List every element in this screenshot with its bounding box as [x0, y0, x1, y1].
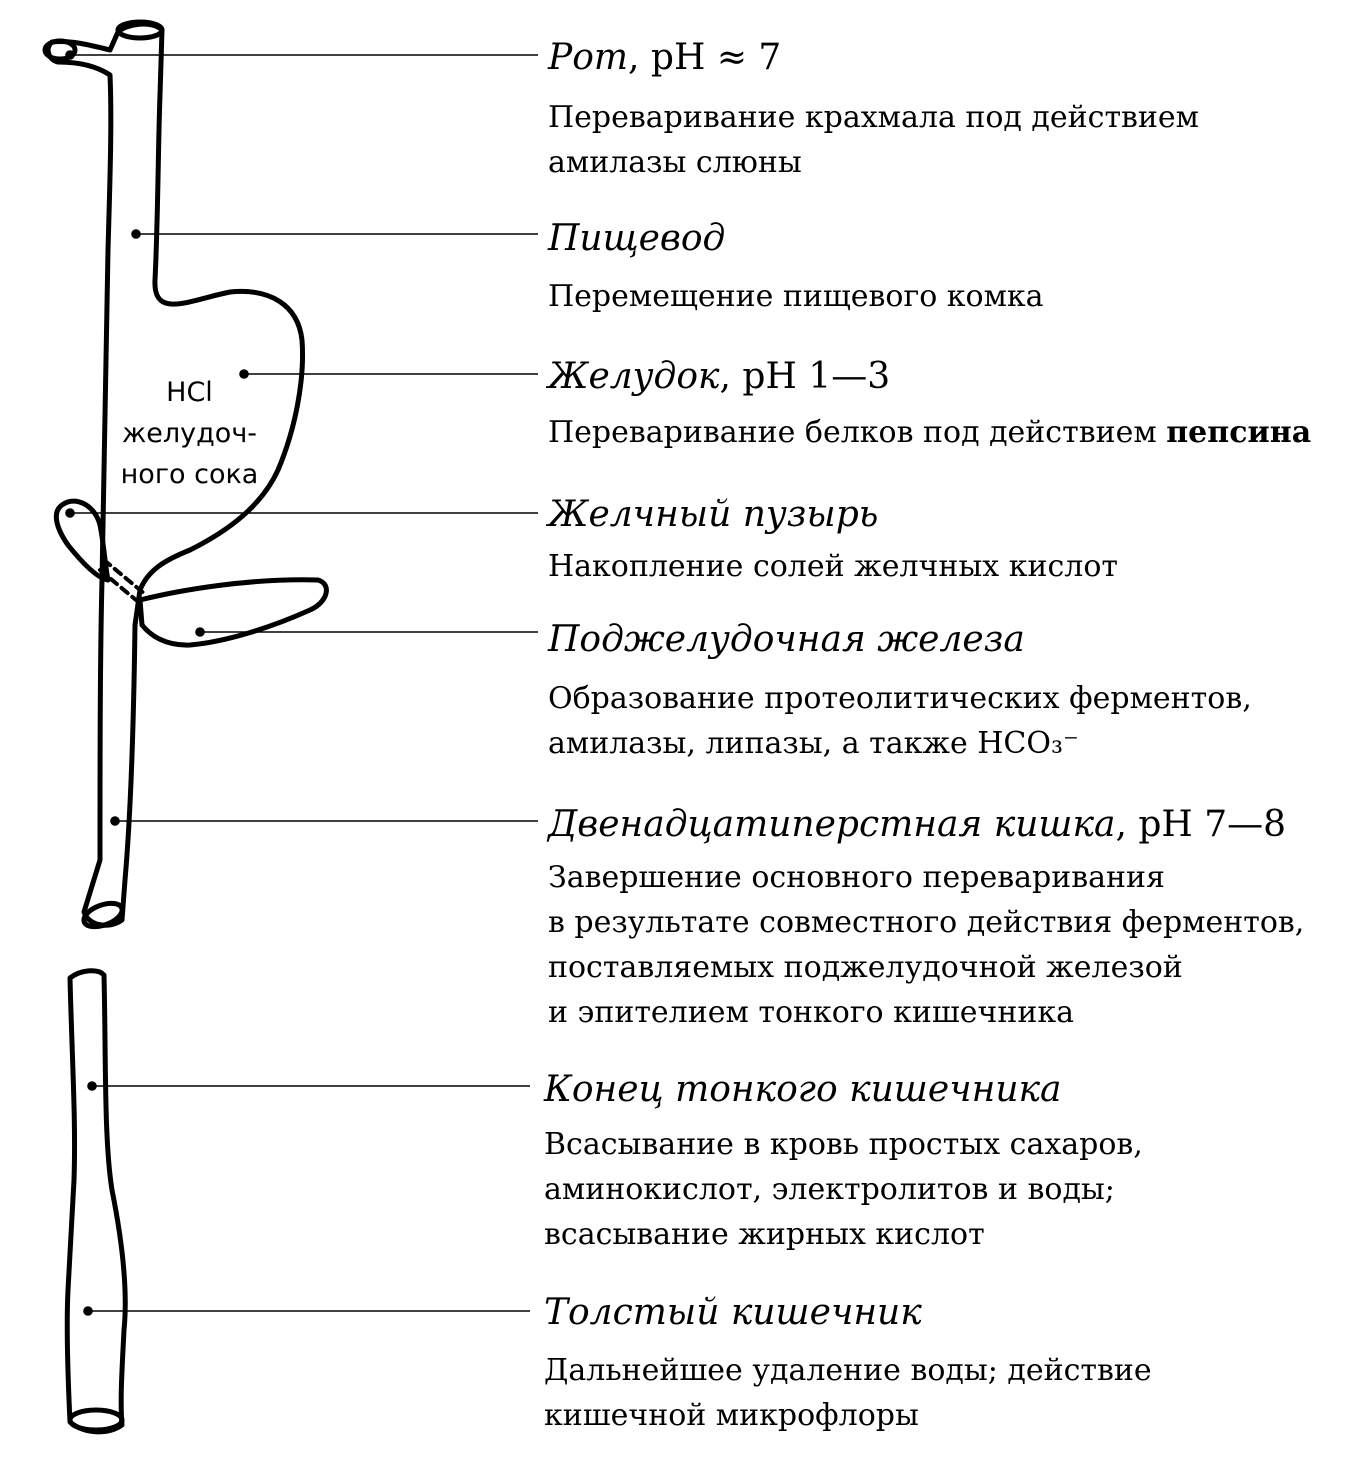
desc-bold-term: пепсина — [1166, 415, 1312, 450]
stomach-hcl-label: HCl желудоч- ного сока — [120, 377, 259, 490]
organ-name: Желчный пузырь — [548, 494, 879, 535]
organ-desc-esophagus: Перемещение пищевого комка — [548, 279, 1044, 314]
organ-title-pancreas — [548, 620, 1025, 660]
organ-name: Конец тонкого кишечника — [544, 1069, 1062, 1110]
organ-desc-large-intestine: Дальнейшее удаление воды; действие кишечной микрофлоры — [544, 1353, 1152, 1433]
organ-title-small-intestine-end — [544, 1070, 1061, 1110]
organ-name: Желудок — [548, 356, 720, 397]
lower-intestine-outline — [67, 971, 125, 1432]
large-intestine-opening — [70, 1410, 122, 1430]
organ-desc-duodenum: Завершение основного переваривания в результате совместного действия ферментов, поставляемых поджелудочной железой и эпителием тонкого кишечника — [548, 860, 1305, 1030]
organ-desc-small-intestine-end: Всасывание в кровь простых сахаров, аминокислот, электролитов и воды; всасывание жирных кислот — [544, 1127, 1143, 1252]
organ-ph: , pH 1—3 — [719, 356, 891, 397]
organ-title-mouth — [548, 38, 781, 78]
organ-desc-stomach — [548, 410, 1311, 455]
organ-ph: , pH ≈ 7 — [628, 37, 782, 78]
organ-name: Рот — [548, 37, 629, 78]
organ-name: Поджелудочная железа — [548, 619, 1025, 660]
organ-desc-gallbladder: Накопление солей желчных кислот — [548, 549, 1118, 584]
organ-title-esophagus — [548, 219, 725, 259]
organ-title-large-intestine — [544, 1293, 922, 1333]
organ-title-duodenum — [548, 805, 1286, 845]
organ-desc-pancreas: Образование протеолитических ферментов, амилазы, липазы, а также HCO₃⁻ — [548, 681, 1252, 761]
organ-desc-mouth: Переваривание крахмала под действием амилазы слюны — [548, 100, 1200, 180]
pancreas-shape — [140, 580, 326, 645]
organ-name: Толстый кишечник — [544, 1292, 922, 1333]
desc-text: Переваривание белков под действием — [548, 415, 1157, 450]
organ-ph: , pH 7—8 — [1115, 804, 1287, 845]
organ-title-gallbladder — [548, 495, 878, 535]
organ-title-stomach — [548, 357, 890, 397]
organ-name: Пищевод — [548, 218, 726, 259]
organ-name: Двенадцатиперстная кишка — [548, 804, 1116, 845]
